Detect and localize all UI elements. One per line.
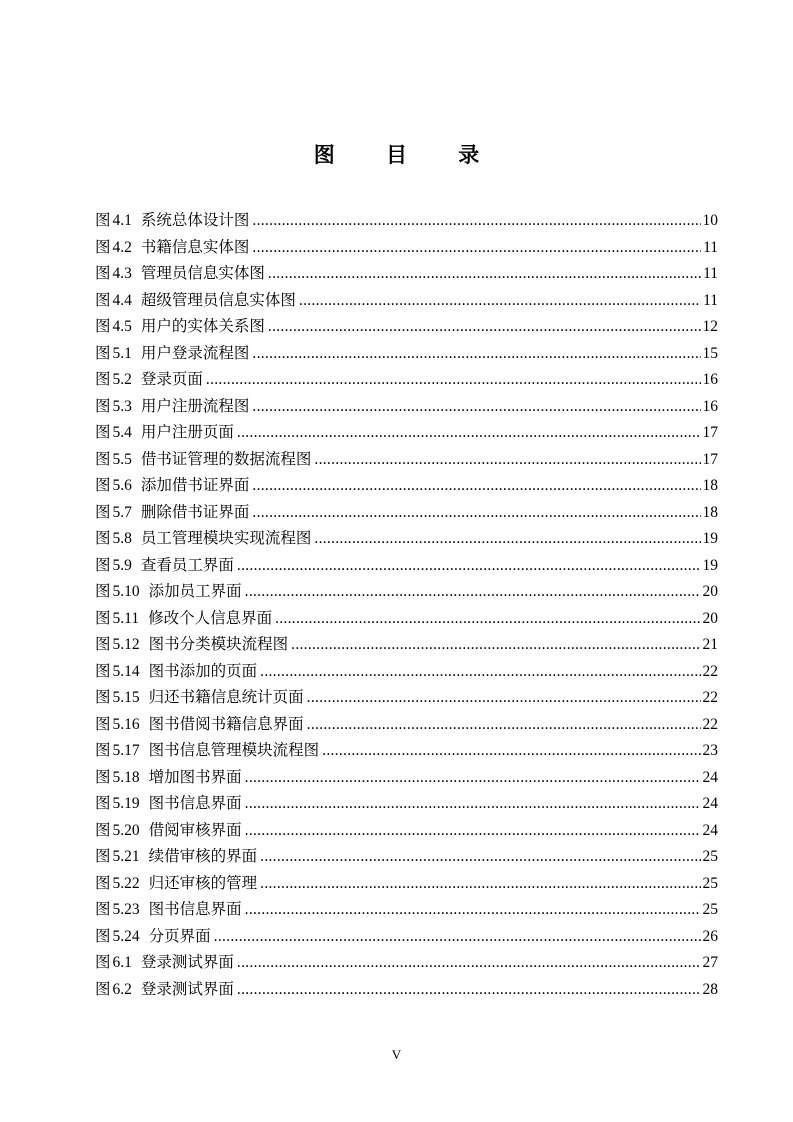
toc-entry[interactable] bbox=[95, 843, 718, 870]
figure-caption: 用户登录流程图 bbox=[140, 343, 250, 362]
figure-prefix: 图 bbox=[95, 900, 111, 918]
page-reference: 22 bbox=[702, 715, 718, 733]
figure-index: 5.22 bbox=[112, 874, 140, 892]
figure-number bbox=[95, 234, 132, 262]
figure-number bbox=[95, 578, 140, 606]
figure-prefix: 图 bbox=[95, 370, 111, 388]
page-reference: 26 bbox=[702, 927, 718, 945]
figure-index: 5.18 bbox=[112, 768, 140, 786]
toc-entry[interactable] bbox=[95, 340, 718, 367]
figure-index: 5.19 bbox=[112, 795, 140, 812]
figure-caption: 图书信息管理模块流程图 bbox=[148, 741, 320, 759]
figure-number bbox=[95, 923, 140, 951]
toc-entry[interactable] bbox=[95, 419, 718, 446]
dot-leader bbox=[245, 897, 701, 924]
toc-entry[interactable] bbox=[95, 658, 718, 685]
figure-number bbox=[95, 393, 132, 421]
figure-prefix: 图 bbox=[95, 661, 111, 680]
dot-leader bbox=[260, 844, 700, 871]
figure-number bbox=[95, 684, 140, 712]
page-number: V bbox=[391, 1047, 402, 1062]
figure-number bbox=[95, 446, 132, 474]
toc-entry[interactable] bbox=[95, 552, 718, 579]
figure-prefix: 图 bbox=[95, 741, 111, 759]
toc-entry[interactable] bbox=[95, 923, 718, 950]
page-reference: 18 bbox=[702, 477, 718, 494]
figure-index: 6.1 bbox=[112, 954, 132, 971]
page-reference: 22 bbox=[702, 662, 718, 680]
figure-prefix: 图 bbox=[95, 820, 111, 839]
toc-entry[interactable] bbox=[95, 684, 718, 711]
dot-leader bbox=[260, 871, 700, 898]
figure-prefix: 图 bbox=[95, 555, 111, 574]
figure-prefix: 图 bbox=[95, 794, 111, 812]
figure-number bbox=[95, 419, 132, 447]
figure-prefix: 图 bbox=[95, 873, 111, 892]
page-reference: 25 bbox=[702, 901, 718, 918]
figure-prefix: 图 bbox=[95, 476, 111, 494]
figure-caption: 图书信息界面 bbox=[148, 900, 242, 918]
figure-number bbox=[95, 817, 140, 845]
figure-index: 4.2 bbox=[112, 238, 132, 256]
figure-prefix: 图 bbox=[95, 767, 111, 786]
toc-entry[interactable] bbox=[95, 472, 718, 499]
figure-number bbox=[95, 870, 140, 898]
toc-entry[interactable] bbox=[95, 207, 718, 234]
figure-caption: 修改个人信息界面 bbox=[148, 608, 273, 627]
figure-index: 5.9 bbox=[112, 556, 132, 574]
figure-prefix: 图 bbox=[95, 529, 111, 547]
figure-caption: 图书借阅书籍信息界面 bbox=[148, 714, 304, 733]
figure-index: 5.1 bbox=[112, 344, 132, 362]
figure-prefix: 图 bbox=[95, 396, 111, 415]
figure-caption: 系统总体设计图 bbox=[140, 211, 250, 229]
toc-entry[interactable] bbox=[95, 949, 718, 976]
figure-number bbox=[95, 340, 132, 368]
toc-entry[interactable] bbox=[95, 631, 718, 658]
figure-prefix: 图 bbox=[95, 635, 111, 653]
page-reference: 20 bbox=[702, 583, 718, 600]
dot-leader bbox=[299, 288, 701, 315]
page-reference: 25 bbox=[702, 848, 718, 865]
toc-entry[interactable] bbox=[95, 366, 718, 393]
page-reference: 24 bbox=[702, 795, 718, 812]
page-reference: 25 bbox=[702, 874, 718, 892]
figure-caption: 分页界面 bbox=[148, 926, 211, 945]
figure-number bbox=[95, 207, 132, 235]
figure-caption: 图书信息界面 bbox=[148, 794, 242, 812]
dot-leader bbox=[268, 314, 701, 341]
page-reference: 28 bbox=[702, 980, 718, 998]
figure-list bbox=[95, 207, 718, 1002]
figure-index: 5.5 bbox=[112, 450, 132, 468]
figure-caption: 登录测试界面 bbox=[140, 979, 234, 998]
figure-caption: 登录页面 bbox=[140, 370, 203, 388]
page-reference: 10 bbox=[702, 212, 718, 229]
page-reference: 17 bbox=[702, 450, 718, 468]
figure-caption: 书籍信息实体图 bbox=[140, 237, 250, 256]
figure-index: 5.24 bbox=[112, 927, 140, 945]
toc-entry[interactable] bbox=[95, 817, 718, 844]
figure-index: 6.2 bbox=[112, 980, 132, 998]
dot-leader bbox=[214, 924, 701, 951]
figure-prefix: 图 bbox=[95, 608, 111, 627]
toc-entry[interactable] bbox=[95, 446, 718, 473]
figure-number bbox=[95, 790, 140, 818]
dot-leader bbox=[291, 632, 700, 659]
figure-index: 5.16 bbox=[112, 715, 140, 733]
page-reference: 18 bbox=[702, 503, 718, 521]
dot-leader bbox=[314, 447, 700, 474]
figure-prefix: 图 bbox=[95, 688, 111, 706]
dot-leader bbox=[237, 950, 701, 977]
figure-caption: 借阅审核界面 bbox=[148, 820, 242, 839]
figure-prefix: 图 bbox=[95, 502, 111, 521]
page-reference: 16 bbox=[702, 371, 718, 388]
toc-entry[interactable] bbox=[95, 870, 718, 897]
dot-leader bbox=[322, 738, 700, 765]
figure-number bbox=[95, 658, 140, 686]
figure-number bbox=[95, 366, 132, 394]
page-reference: 24 bbox=[702, 768, 718, 786]
figure-prefix: 图 bbox=[95, 714, 111, 733]
toc-entry[interactable] bbox=[95, 525, 718, 552]
figure-number bbox=[95, 737, 140, 765]
page-reference: 16 bbox=[702, 397, 718, 415]
figure-prefix: 图 bbox=[95, 211, 111, 229]
figure-number bbox=[95, 896, 140, 924]
page-reference: 19 bbox=[702, 556, 718, 574]
figure-number bbox=[95, 949, 132, 977]
figure-prefix: 图 bbox=[95, 449, 111, 468]
figure-prefix: 图 bbox=[95, 582, 111, 600]
toc-entry[interactable] bbox=[95, 764, 718, 791]
figure-index: 5.4 bbox=[112, 424, 132, 441]
toc-entry[interactable] bbox=[95, 234, 718, 261]
figure-number bbox=[95, 525, 132, 553]
figure-index: 5.12 bbox=[112, 636, 140, 653]
dot-leader bbox=[245, 765, 701, 792]
dot-leader bbox=[237, 977, 701, 1004]
figure-prefix: 图 bbox=[95, 423, 111, 441]
figure-prefix: 图 bbox=[95, 290, 111, 309]
figure-index: 5.6 bbox=[112, 477, 132, 494]
figure-caption: 增加图书界面 bbox=[148, 767, 242, 786]
dot-leader bbox=[252, 473, 700, 500]
figure-index: 5.3 bbox=[112, 397, 132, 415]
figure-prefix: 图 bbox=[95, 343, 111, 362]
figure-index: 5.23 bbox=[112, 901, 140, 918]
figure-caption: 归还审核的管理 bbox=[148, 873, 258, 892]
figure-number bbox=[95, 313, 132, 341]
page-reference: 15 bbox=[702, 344, 718, 362]
page-reference: 27 bbox=[702, 954, 718, 971]
dot-leader bbox=[245, 818, 701, 845]
page-reference: 22 bbox=[702, 689, 718, 706]
toc-entry[interactable] bbox=[95, 499, 718, 526]
figure-caption: 图书分类模块流程图 bbox=[148, 635, 289, 653]
dot-leader bbox=[252, 341, 700, 368]
toc-entry[interactable] bbox=[95, 287, 718, 314]
toc-entry[interactable] bbox=[95, 393, 718, 420]
figure-caption: 添加员工界面 bbox=[148, 582, 242, 600]
figure-caption: 管理员信息实体图 bbox=[140, 264, 265, 282]
figure-caption: 删除借书证界面 bbox=[140, 502, 250, 521]
page-reference: 11 bbox=[703, 291, 718, 309]
dot-leader bbox=[237, 553, 701, 580]
figure-number bbox=[95, 472, 132, 500]
toc-entry[interactable] bbox=[95, 260, 718, 287]
figure-index: 5.20 bbox=[112, 821, 140, 839]
page-reference: 11 bbox=[703, 238, 718, 256]
figure-number bbox=[95, 552, 132, 580]
page-reference: 21 bbox=[702, 636, 718, 653]
figure-number bbox=[95, 843, 140, 871]
figure-number bbox=[95, 764, 140, 792]
toc-entry[interactable] bbox=[95, 896, 718, 923]
dot-leader bbox=[252, 394, 700, 421]
page-reference: 11 bbox=[703, 265, 718, 282]
figure-index: 4.5 bbox=[112, 318, 132, 335]
figure-prefix: 图 bbox=[95, 847, 111, 865]
figure-index: 5.10 bbox=[112, 583, 140, 600]
figure-prefix: 图 bbox=[95, 317, 111, 335]
page-reference: 23 bbox=[702, 742, 718, 759]
dot-leader bbox=[252, 235, 701, 262]
page-reference: 19 bbox=[702, 530, 718, 547]
figure-prefix: 图 bbox=[95, 264, 111, 282]
figure-caption: 超级管理员信息实体图 bbox=[140, 290, 296, 309]
toc-entry[interactable] bbox=[95, 737, 718, 764]
dot-leader bbox=[252, 208, 700, 235]
toc-entry[interactable] bbox=[95, 711, 718, 738]
figure-prefix: 图 bbox=[95, 237, 111, 256]
page-reference: 17 bbox=[702, 424, 718, 441]
dot-leader bbox=[245, 791, 701, 818]
toc-entry[interactable] bbox=[95, 605, 718, 632]
page-reference: 20 bbox=[702, 609, 718, 627]
figure-caption: 借书证管理的数据流程图 bbox=[140, 449, 312, 468]
dot-leader bbox=[252, 500, 700, 527]
dot-leader bbox=[206, 367, 701, 394]
page-title: 图 目 录 bbox=[313, 143, 502, 168]
figure-index: 4.1 bbox=[112, 212, 132, 229]
dot-leader bbox=[268, 261, 701, 288]
figure-prefix: 图 bbox=[95, 926, 111, 945]
dot-leader bbox=[245, 579, 701, 606]
figure-number bbox=[95, 631, 140, 659]
dot-leader bbox=[314, 526, 700, 553]
figure-caption: 添加借书证界面 bbox=[140, 476, 250, 494]
figure-index: 4.4 bbox=[112, 291, 132, 309]
figure-caption: 归还书籍信息统计页面 bbox=[148, 688, 304, 706]
figure-number bbox=[95, 287, 132, 315]
dot-leader bbox=[260, 659, 700, 686]
toc-entry[interactable] bbox=[95, 578, 718, 605]
figure-prefix: 图 bbox=[95, 979, 111, 998]
page-reference: 12 bbox=[702, 318, 718, 335]
figure-index: 5.21 bbox=[112, 848, 140, 865]
page-reference: 24 bbox=[702, 821, 718, 839]
figure-index: 5.11 bbox=[112, 609, 140, 627]
toc-entry[interactable] bbox=[95, 790, 718, 817]
figure-index: 5.14 bbox=[112, 662, 140, 680]
figure-number bbox=[95, 605, 139, 633]
dot-leader bbox=[307, 712, 701, 739]
figure-caption: 续借审核的界面 bbox=[148, 847, 258, 865]
figure-caption: 图书添加的页面 bbox=[148, 661, 258, 680]
figure-caption: 员工管理模块实现流程图 bbox=[140, 529, 312, 547]
figure-caption: 用户注册流程图 bbox=[140, 396, 250, 415]
figure-index: 5.15 bbox=[112, 689, 140, 706]
figure-index: 4.3 bbox=[112, 265, 132, 282]
figure-caption: 用户注册页面 bbox=[140, 423, 234, 441]
dot-leader bbox=[275, 606, 700, 633]
figure-number bbox=[95, 711, 140, 739]
figure-index: 5.7 bbox=[112, 503, 132, 521]
dot-leader bbox=[307, 685, 701, 712]
figure-caption: 登录测试界面 bbox=[140, 953, 234, 971]
figure-index: 5.17 bbox=[112, 742, 140, 759]
figure-number bbox=[95, 260, 132, 288]
figure-prefix: 图 bbox=[95, 953, 111, 971]
figure-index: 5.2 bbox=[112, 371, 132, 388]
figure-caption: 查看员工界面 bbox=[140, 555, 234, 574]
figure-index: 5.8 bbox=[112, 530, 132, 547]
figure-number bbox=[95, 499, 132, 527]
figure-number bbox=[95, 976, 132, 1004]
figure-caption: 用户的实体关系图 bbox=[140, 317, 265, 335]
dot-leader bbox=[237, 420, 701, 447]
toc-entry[interactable] bbox=[95, 313, 718, 340]
toc-entry[interactable] bbox=[95, 976, 718, 1003]
